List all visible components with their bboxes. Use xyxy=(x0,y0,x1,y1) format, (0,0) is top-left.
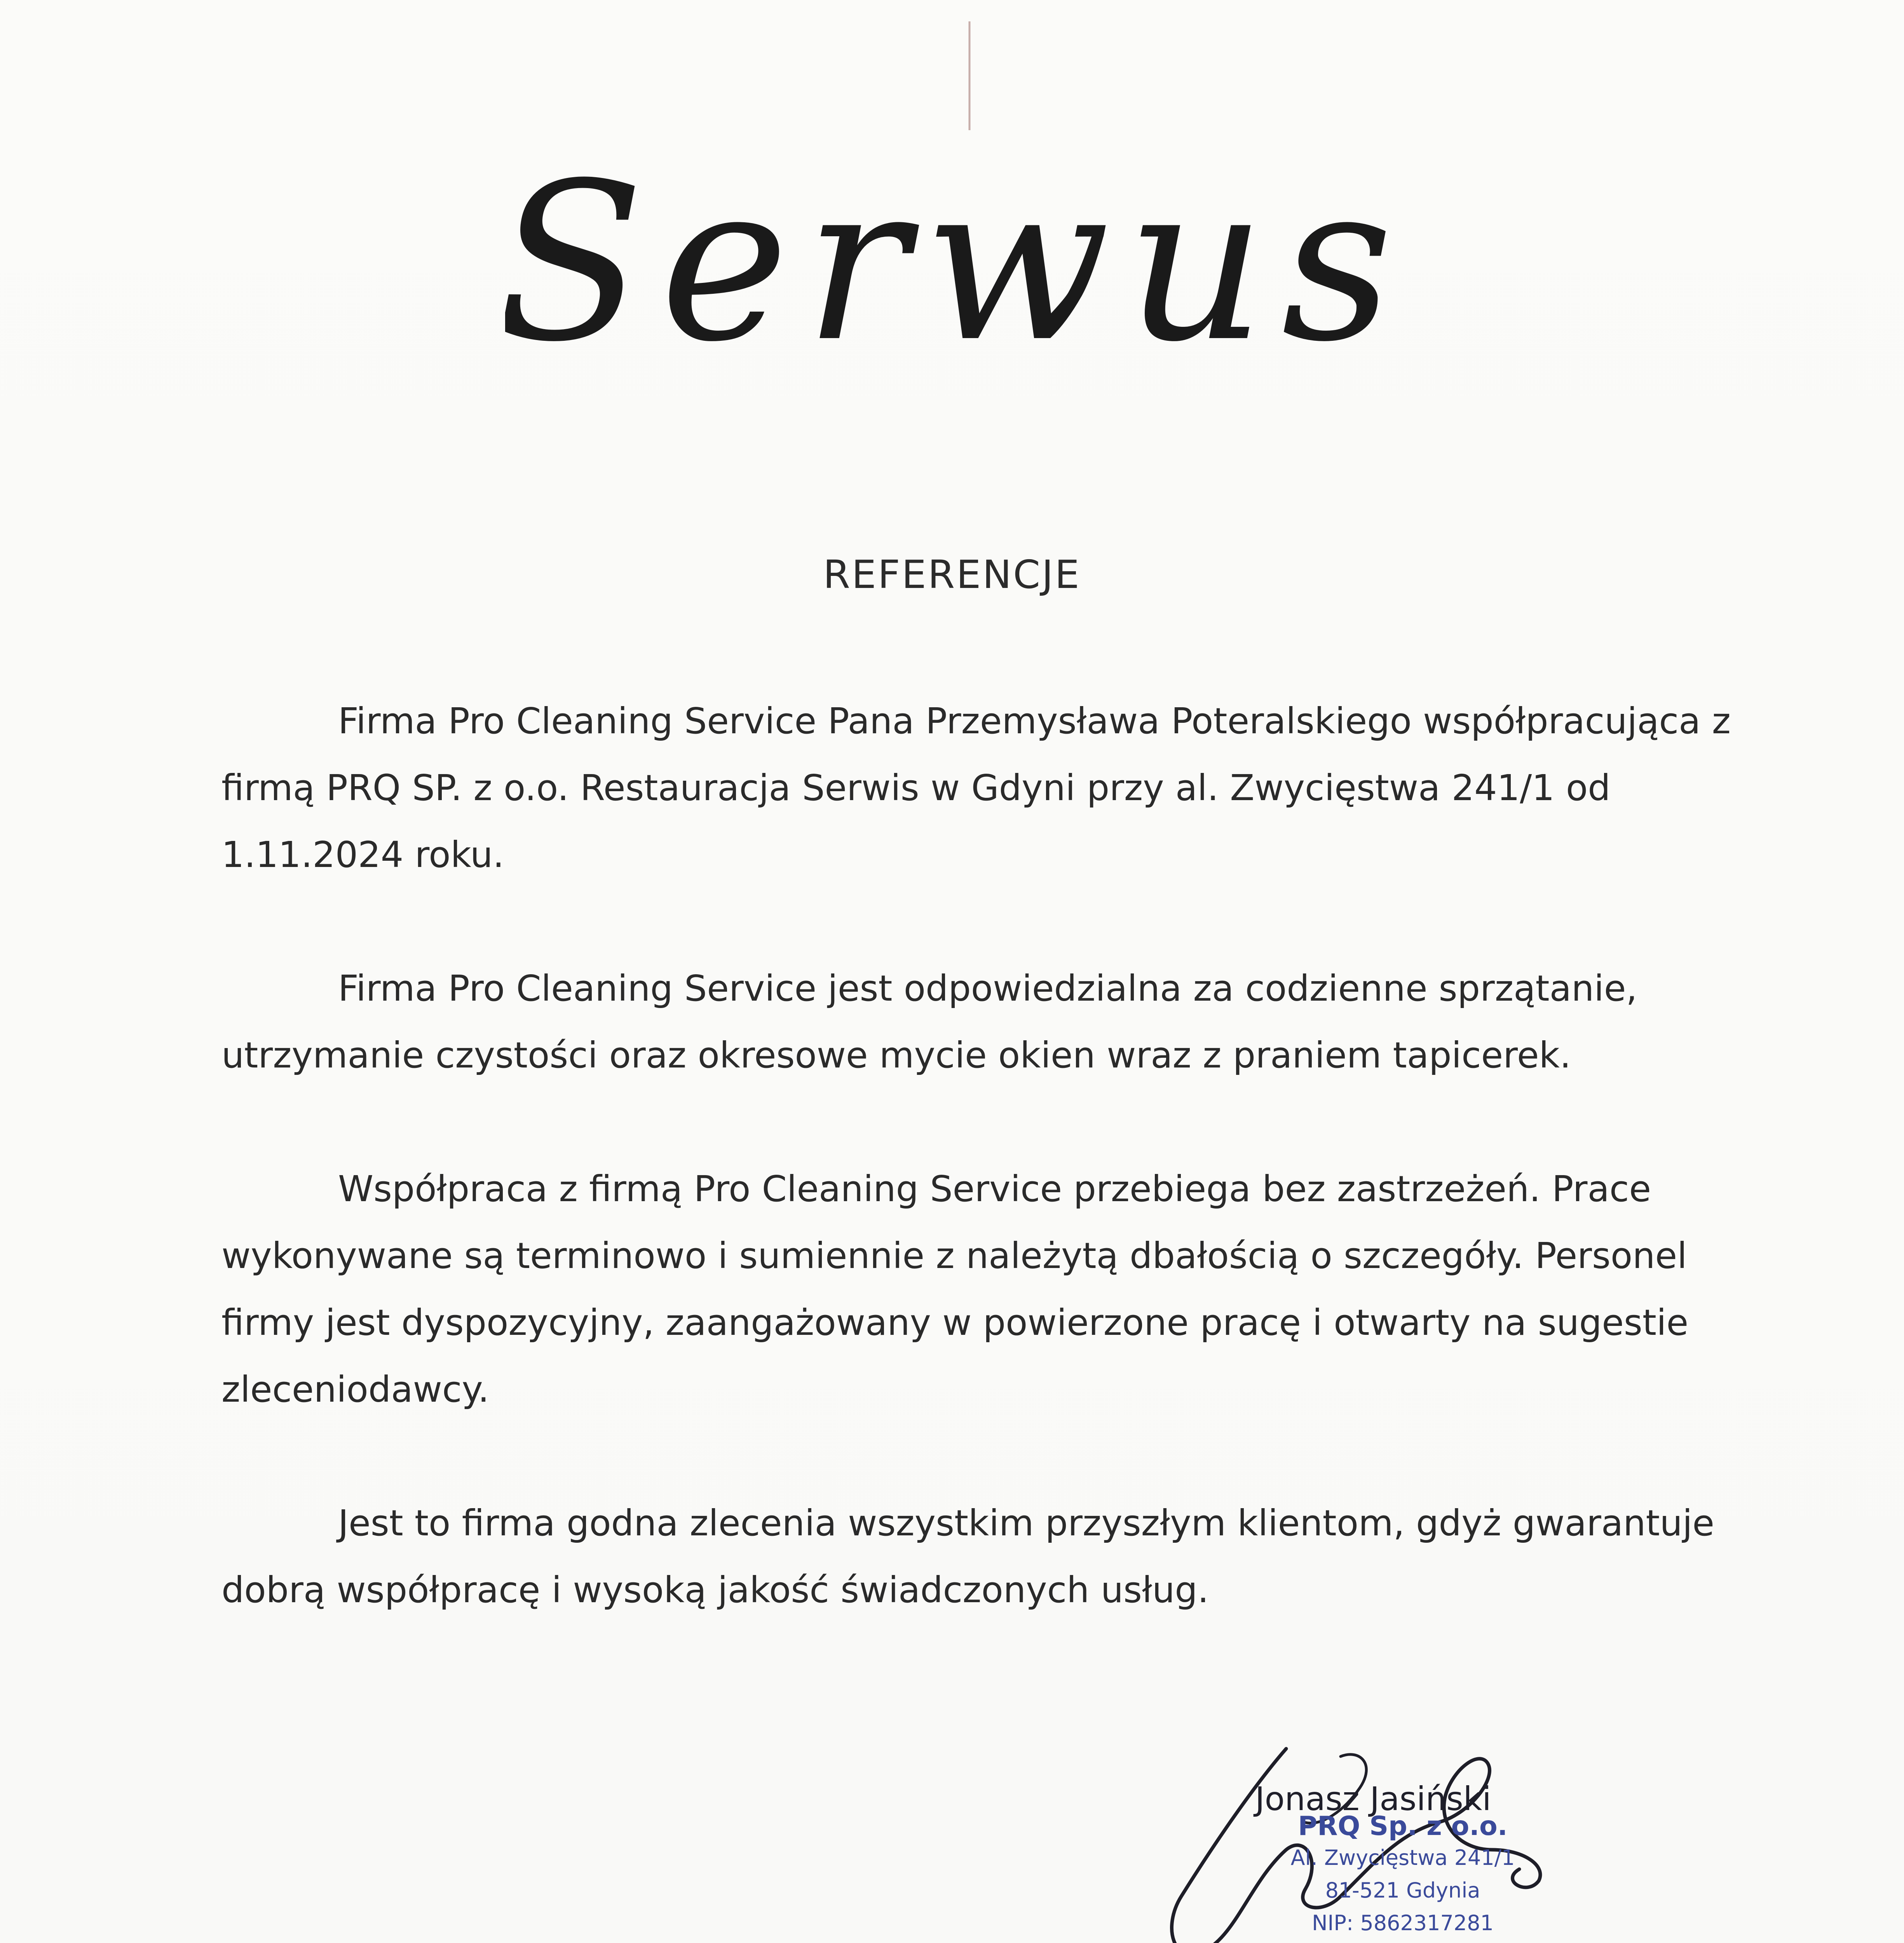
company-stamp xyxy=(1267,1811,1539,1940)
svg-text:Serwus: Serwus xyxy=(505,144,1399,390)
stamp-city: 81-521 Gdynia xyxy=(1325,1878,1480,1903)
paragraph-3: Współpraca z firmą Pro Cleaning Service przebiega bez zastrzeżeń. Prace wykonywane są terminowo i sumiennie z należytą dbałością o szczegóły. Personel firmy jest dyspozycyjny, zaangażowany w powierzone pracę i otwarty na sugestie zleceniodawcy. xyxy=(221,1168,1689,1410)
letter-body xyxy=(221,688,1745,1690)
signature-block xyxy=(1158,1733,1640,1943)
signatory-name: Jonasz Jasiński xyxy=(1255,1780,1491,1818)
stamp-company: PRQ Sp. z o.o. xyxy=(1298,1811,1508,1842)
paragraph-2: Firma Pro Cleaning Service jest odpowiedzialna za codzienne sprzątanie, utrzymanie czystości oraz okresowe mycie okien wraz z praniem tapicerek. xyxy=(221,968,1637,1076)
top-divider-line xyxy=(969,21,971,130)
serwus-logo-wordmark xyxy=(505,144,1399,416)
document-title: REFERENCJE xyxy=(823,552,1081,597)
stamp-address: Al. Zwycięstwa 241/1 xyxy=(1290,1845,1515,1870)
paragraph-4: Jest to firma godna zlecenia wszystkim przyszłym klientom, gdyż gwarantuje dobrą współpracę i wysoką jakość świadczonych usług. xyxy=(221,1502,1714,1611)
serwus-logo xyxy=(505,144,1399,416)
paragraph-1: Firma Pro Cleaning Service Pana Przemysława Poteralskiego współpracująca z firmą PRQ SP. z o.o. Restauracja Serwis w Gdyni przy al. Zwycięstwa 241/1 od 1.11.2024 roku. xyxy=(221,700,1731,876)
stamp-nip: NIP: 5862317281 xyxy=(1312,1911,1494,1935)
